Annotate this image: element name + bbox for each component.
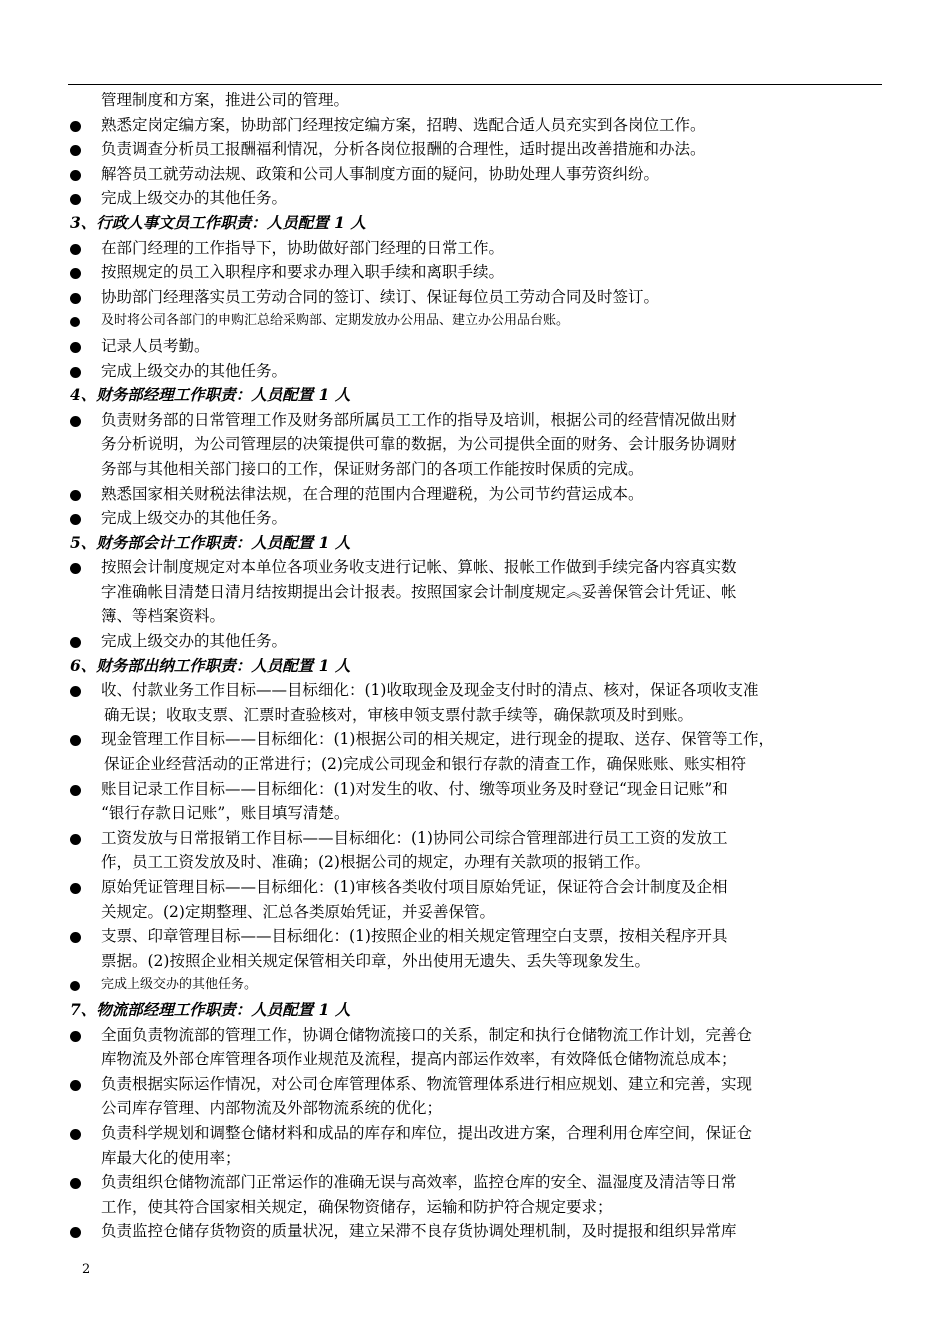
bullet-item [68,137,888,162]
bullet-icon [70,1129,81,1140]
bullet-item [68,1121,888,1146]
line-text: 管理制度和方案，推进公司的管理。 [101,91,350,109]
bullet-item [68,629,888,654]
bullet-item [68,113,888,138]
continuation-line [68,457,888,482]
bullet-icon [70,121,81,132]
header-rule [68,84,882,85]
bullet-icon [70,194,81,205]
bullet-item [68,555,888,580]
continuation-line [68,1096,888,1121]
bullet-icon [70,1080,81,1091]
line-text: 完成上级交办的其他任务。 [101,361,288,380]
line-text: 工资发放与日常报销工作目标——目标细化：(1)协同公司综合管理部进行员工工资的发放工 [101,828,728,847]
line-text: 7、物流部经理工作职责：人员配置 1 人 [70,999,351,1019]
line-text: 记录人员考勤。 [101,336,210,355]
bullet-item [68,826,888,851]
bullet-icon [70,170,81,181]
bullet-icon [70,883,81,894]
bullet-item [68,309,888,334]
line-text: 负责根据实际运作情况，对公司仓库管理体系、物流管理体系进行相应规划、建立和完善，实现 [101,1074,753,1093]
continuation-line [68,900,888,925]
bullet-item [68,506,888,531]
line-text: 3、行政人事文员工作职责：人员配置 1 人 [70,212,366,232]
line-text: 保证企业经营活动的正常进行；(2)完成公司现金和银行存款的清查工作，确保账账、账实相符 [104,755,746,774]
bullet-icon [70,317,80,327]
line-text: 负责监控仓储存货物资的质量状况，建立呆滞不良存货协调处理机制，及时提报和组织异常库 [101,1222,737,1241]
line-text: 完成上级交办的其他任务。 [101,977,258,993]
bullet-item [68,260,888,285]
bullet-item [68,236,888,261]
continuation-line [68,801,888,826]
line-text: 票据。(2)按照企业相关规定保管相关印章，外出使用无遗失、丢失等现象发生。 [101,951,650,970]
bullet-icon [70,490,81,501]
line-text: 5、财务部会计工作职责：人员配置 1 人 [70,532,351,552]
bullet-icon [70,785,81,796]
bullet-item [68,334,888,359]
line-text: 解答员工就劳动法规、政策和公司人事制度方面的疑问，协助处理人事劳资纠纷。 [101,164,660,183]
continuation-line [68,1195,888,1220]
bullet-icon [70,268,81,279]
line-text: 收、付款业务工作目标——目标细化：(1)收取现金及现金支付时的清点、核对，保证各项收支准 [101,681,759,700]
continuation-line [68,1146,888,1171]
line-text: 负责财务部的日常管理工作及财务部所属员工工作的指导及培训，根据公司的经营情况做出财 [101,410,737,429]
line-text: 按照会计制度规定对本单位各项业务收支进行记帐、算帐、报帐工作做到手续完备内容真实数 [101,558,737,577]
document-body [68,88,888,1244]
bullet-item [68,678,888,703]
bullet-item [68,162,888,187]
bullet-icon [70,244,81,255]
line-text: 完成上级交办的其他任务。 [101,509,288,528]
continuation-line [68,580,888,605]
bullet-item [68,875,888,900]
line-text: 作，员工工资发放及时、准确；(2)根据公司的规定，办理有关款项的报销工作。 [101,853,650,872]
line-text: 在部门经理的工作指导下，协助做好部门经理的日常工作。 [101,238,505,257]
continuation-line [68,703,888,728]
bullet-item [68,1072,888,1097]
line-text: 完成上级交办的其他任务。 [101,189,288,208]
bullet-item [68,777,888,802]
section-heading [68,998,888,1023]
bullet-icon [70,834,81,845]
bullet-icon [70,1031,81,1042]
bullet-icon [70,1178,81,1189]
continuation-line [68,949,888,974]
bullet-icon [70,1227,81,1238]
bullet-item [68,973,888,998]
line-text: 及时将公司各部门的申购汇总给采购部、定期发放办公用品、建立办公用品台账。 [101,313,570,329]
line-text: 簿、等档案资料。 [101,607,226,626]
bullet-icon [70,686,81,697]
line-text: 账目记录工作目标——目标细化：(1)对发生的收、付、缴等项业务及时登记“现金日记账”和 [101,779,728,798]
line-text: 协助部门经理落实员工劳动合同的签订、续订、保证每位员工劳动合同及时签订。 [101,287,660,306]
bullet-icon [70,637,81,648]
line-text: 完成上级交办的其他任务。 [101,632,288,651]
bullet-item [68,186,888,211]
line-text: 原始凭证管理目标——目标细化：(1)审核各类收付项目原始凭证，保证符合会计制度及企相 [101,878,728,896]
line-text: 公司库存管理、内部物流及外部物流系统的优化； [101,1099,443,1118]
line-text: 工作，使其符合国家相关规定，确保物资储存，运输和防护符合规定要求； [101,1197,613,1216]
line-text: 库最大化的使用率； [101,1148,241,1167]
bullet-icon [70,981,80,991]
bullet-item [68,1170,888,1195]
continuation-line [68,752,888,777]
bullet-icon [70,145,81,156]
line-text: 按照规定的员工入职程序和要求办理入职手续和离职手续。 [101,263,505,282]
bullet-item [68,727,888,752]
bullet-icon [70,416,81,427]
line-text: 务部与其他相关部门接口的工作，保证财务部门的各项工作能按时保质的完成。 [101,459,644,478]
bullet-item [68,359,888,384]
line-text: 6、财务部出纳工作职责：人员配置 1 人 [70,655,351,675]
line-text: 全面负责物流部的管理工作，协调仓储物流接口的关系，制定和执行仓储物流工作计划，完善仓 [101,1025,753,1044]
line-text: 熟悉国家相关财税法律法规，在合理的范围内合理避税，为公司节约营运成本。 [101,484,644,503]
continuation-line [68,604,888,629]
continuation-line [68,850,888,875]
line-text: 务分析说明，为公司管理层的决策提供可靠的数据，为公司提供全面的财务、会计服务协调财 [101,435,737,454]
continuation-line [68,432,888,457]
page-number: 2 [82,1262,91,1277]
line-text: 确无误；收取支票、汇票时查验核对，审核申领支票付款手续等，确保款项及时到账。 [104,705,694,724]
line-text: 负责组织仓储物流部门正常运作的准确无误与高效率，监控仓库的安全、温湿度及清洁等日常 [101,1173,737,1192]
line-text: 负责科学规划和调整仓储材料和成品的库存和库位，提出改进方案，合理利用仓库空间，保证仓 [101,1123,753,1142]
bullet-icon [70,735,81,746]
line-text: 4、财务部经理工作职责：人员配置 1 人 [70,385,351,405]
bullet-icon [70,932,81,943]
bullet-item [68,408,888,433]
bullet-item [68,1219,888,1244]
line-text: 现金管理工作目标——目标细化：(1)根据公司的相关规定，进行现金的提取、送存、保管等工作， [101,730,774,749]
line-text: 支票、印章管理目标——目标细化：(1)按照企业的相关规定管理空白支票，按相关程序开具 [101,927,728,946]
bullet-item [68,924,888,949]
line-text: 字准确帐目清楚日清月结按期提出会计报表。按照国家会计制度规定︽妥善保管会计凭证、帐 [101,582,737,601]
line-text: 关规定。(2)定期整理、汇总各类原始凭证，并妥善保管。 [101,902,495,921]
line-text: “银行存款日记账”，账目填写清楚。 [101,804,350,823]
bullet-item [68,285,888,310]
bullet-icon [70,367,81,378]
bullet-item [68,1023,888,1048]
bullet-icon [70,514,81,525]
section-heading [68,531,888,556]
continuation-line [68,1047,888,1072]
line-text: 库物流及外部仓库管理各项作业规范及流程，提高内部运作效率，有效降低仓储物流总成本； [101,1050,737,1069]
continuation-line [68,88,888,113]
line-text: 熟悉定岗定编方案，协助部门经理按定编方案，招聘、选配合适人员充实到各岗位工作。 [101,115,706,134]
line-text: 负责调查分析员工报酬福利情况，分析各岗位报酬的合理性，适时提出改善措施和办法。 [101,140,706,159]
bullet-icon [70,342,81,353]
section-heading [68,654,888,679]
bullet-item [68,482,888,507]
section-heading [68,211,888,236]
bullet-icon [70,563,81,574]
bullet-icon [70,293,81,304]
section-heading [68,383,888,408]
